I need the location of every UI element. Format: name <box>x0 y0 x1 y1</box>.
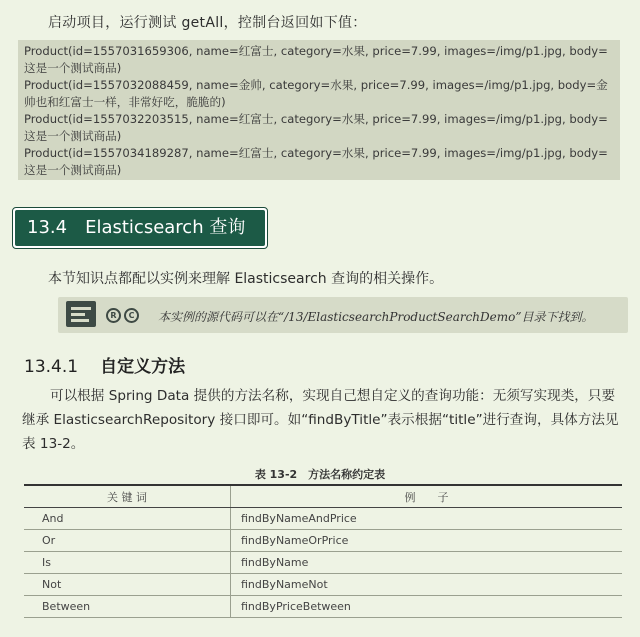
example-cell: findByNameOrPrice <box>231 530 623 552</box>
console-line: Product(id=1557032088459, name=金帅, category=水果, price=7.99, images=/img/p1.jpg, body=金帅也和红富士一样，非常好吃，脆脆的) <box>24 78 608 109</box>
example-cell: findByName <box>231 552 623 574</box>
subsection-number: 13.4.1 <box>24 357 79 377</box>
subsection-title: 自定义方法 <box>100 357 186 377</box>
example-cell: findByNameAndPrice <box>231 508 623 530</box>
table-row <box>24 596 622 618</box>
resource-badge-icon: R <box>106 308 121 323</box>
table-row <box>24 530 622 552</box>
example-cell: findByPriceBetween <box>231 596 623 618</box>
body-paragraph: 可以根据 Spring Data 提供的方法名称，实现自己想自定义的查询功能：无须写实现类，只要继承 ElasticsearchRepository 接口即可。如“findByTitle”表示根据“title”进行查询，具体方法见表 13-2。 <box>22 388 619 452</box>
column-header-example: 例 子 <box>231 485 623 508</box>
example-cell: findByNameNot <box>231 574 623 596</box>
intro-text: 启动项目，运行测试 getAll，控制台返回如下值： <box>48 15 367 31</box>
source-code-note-icon <box>66 301 96 327</box>
console-line: Product(id=1557032203515, name=红富士, category=水果, price=7.99, images=/img/p1.jpg, body=这是一个测试商品) <box>24 112 608 143</box>
subsection-heading <box>24 352 185 377</box>
keyword-cell: And <box>24 508 231 530</box>
section-number: 13.4 <box>27 217 68 238</box>
column-header-keyword: 关 键 词 <box>24 485 231 508</box>
keyword-cell: Not <box>24 574 231 596</box>
table-row <box>24 508 622 530</box>
section-title: Elasticsearch 查询 <box>85 217 246 238</box>
table-header-row <box>24 485 622 508</box>
table-caption: 表 13-2 方法名称约定表 <box>254 468 386 481</box>
method-name-table <box>24 484 622 618</box>
table-row <box>24 574 622 596</box>
keyword-cell: Is <box>24 552 231 574</box>
table-row <box>24 552 622 574</box>
note-text: 本实例的源代码可以在“/13/ElasticsearchProductSearchDemo”目录下找到。 <box>158 310 594 324</box>
keyword-cell: Or <box>24 530 231 552</box>
console-line: Product(id=1557031659306, name=红富士, category=水果, price=7.99, images=/img/p1.jpg, body=这是一个测试商品) <box>24 44 608 75</box>
source-note <box>58 297 628 333</box>
section-heading <box>12 207 268 249</box>
section-description: 本节知识点都配以实例来理解 Elasticsearch 查询的相关操作。 <box>48 271 444 287</box>
console-line: Product(id=1557034189287, name=红富士, category=水果, price=7.99, images=/img/p1.jpg, body=这是一个测试商品) <box>24 146 608 177</box>
code-badge-icon: C <box>124 308 139 323</box>
section-banner <box>15 210 265 246</box>
console-output <box>18 40 620 180</box>
keyword-cell: Between <box>24 596 231 618</box>
